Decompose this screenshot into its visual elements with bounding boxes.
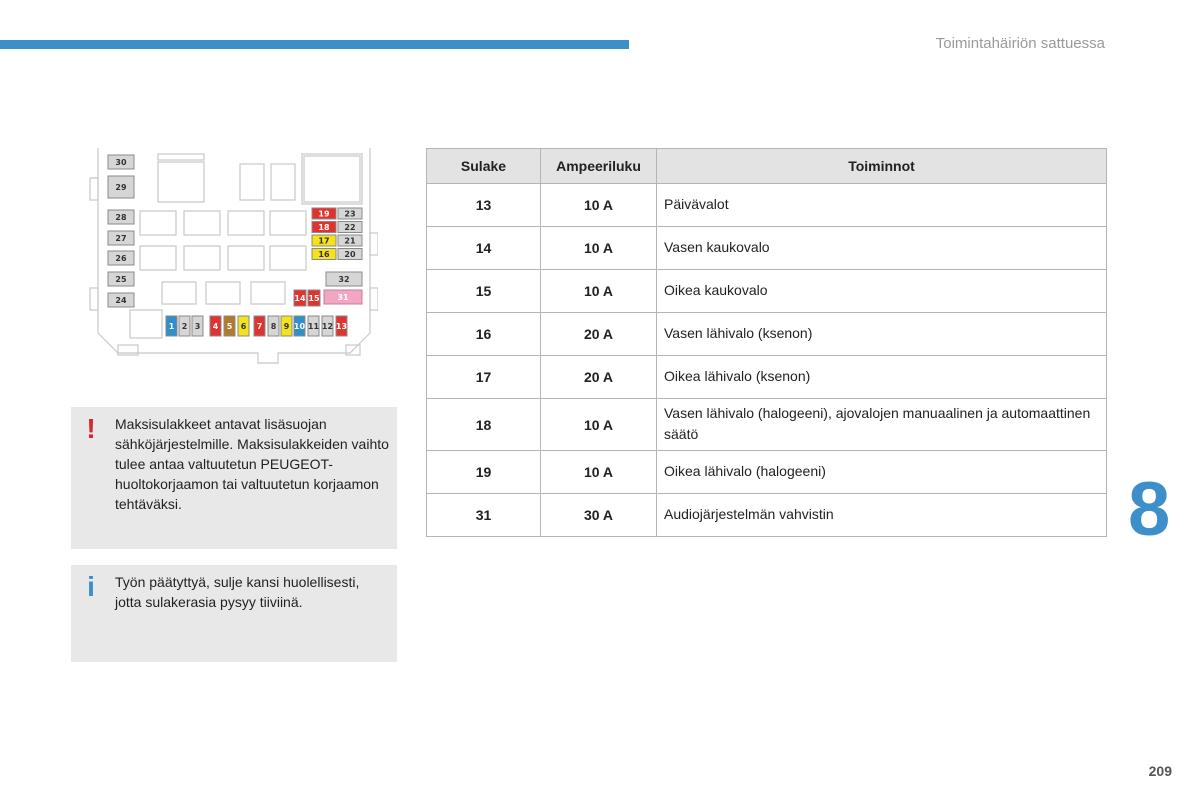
header-accent-bar (0, 40, 629, 49)
fuse-label-18: 18 (318, 223, 330, 232)
fuse-label-13: 13 (335, 322, 348, 331)
table-row (427, 227, 1107, 270)
fuse-label-4: 4 (212, 322, 219, 331)
column-header-amperage: Ampeeriluku (541, 149, 657, 184)
info-note (71, 565, 397, 662)
exclamation-icon: ! (86, 413, 96, 444)
fuse-label-23: 23 (344, 209, 356, 219)
fuse-label-28: 28 (115, 213, 127, 222)
fuse-label-26: 26 (115, 254, 127, 263)
fuse-label-6: 6 (240, 322, 247, 331)
amperage-cell: 10 A (541, 399, 657, 451)
fuse-label-9: 9 (283, 322, 290, 331)
function-cell: Audiojärjestelmän vahvistin (657, 494, 1107, 537)
table-row (427, 494, 1107, 537)
fuse-label-20: 20 (344, 250, 356, 259)
function-cell: Vasen lähivalo (halogeeni), ajovalojen manuaalinen ja automaattinen säätö (657, 399, 1107, 451)
chapter-number: 8 (1128, 467, 1171, 552)
fuse-label-12: 12 (321, 322, 334, 331)
warning-note-text: Maksisulakkeet antavat lisäsuojan sähköjärjestelmille. Maksisulakkeiden vaihto tulee antaa valtuutetun PEUGEOT-huoltokorjaamon tai valtuutetun korjaamon tehtäväksi. (115, 416, 389, 512)
amperage-cell: 10 A (541, 227, 657, 270)
amperage-cell: 30 A (541, 494, 657, 537)
table-row (427, 270, 1107, 313)
table-row (427, 451, 1107, 494)
fuse-label-3: 3 (194, 322, 201, 331)
fuse-box-diagram (88, 148, 378, 370)
fuse-label-11: 11 (307, 322, 320, 331)
fuse-label-25: 25 (115, 275, 127, 284)
fuse-label-17: 17 (318, 236, 330, 246)
fuse-number-cell: 19 (427, 451, 541, 494)
column-header-fuse: Sulake (427, 149, 541, 184)
info-icon: i (87, 571, 95, 602)
fuse-label-2: 2 (181, 322, 188, 331)
table-row (427, 184, 1107, 227)
fuse-label-8: 8 (270, 322, 277, 331)
fuse-number-cell: 13 (427, 184, 541, 227)
fuse-number-cell: 16 (427, 313, 541, 356)
amperage-cell: 20 A (541, 313, 657, 356)
fuse-label-1: 1 (168, 322, 175, 331)
fuse-number-cell: 17 (427, 356, 541, 399)
function-cell: Vasen lähivalo (ksenon) (657, 313, 1107, 356)
function-cell: Vasen kaukovalo (657, 227, 1107, 270)
info-note-text: Työn päätyttyä, sulje kansi huolellisesti, jotta sulakerasia pysyy tiiviinä. (115, 574, 360, 610)
column-header-functions: Toiminnot (657, 149, 1107, 184)
fuse-label-24: 24 (115, 296, 127, 305)
section-title: Toimintahäiriön sattuessa (935, 35, 1105, 52)
amperage-cell: 20 A (541, 356, 657, 399)
amperage-cell: 10 A (541, 184, 657, 227)
fuse-label-30: 30 (115, 158, 127, 167)
fuse-label-21: 21 (344, 236, 356, 246)
fuse-label-16: 16 (318, 250, 330, 259)
fuse-label-14: 14 (294, 294, 306, 303)
fuse-label-7: 7 (256, 322, 263, 331)
fuse-label-22: 22 (344, 223, 356, 232)
fuse-label-29: 29 (115, 183, 127, 192)
amperage-cell: 10 A (541, 270, 657, 313)
table-row (427, 399, 1107, 451)
fuse-number-cell: 15 (427, 270, 541, 313)
table-row (427, 356, 1107, 399)
fuse-label-5: 5 (226, 322, 233, 331)
fuse-label-32: 32 (338, 275, 350, 284)
table-header-row (427, 149, 1107, 184)
fuse-label-19: 19 (318, 209, 330, 219)
fuse-number-cell: 31 (427, 494, 541, 537)
function-cell: Päivävalot (657, 184, 1107, 227)
fuse-label-31: 31 (337, 293, 349, 302)
fuse-number-cell: 18 (427, 399, 541, 451)
function-cell: Oikea kaukovalo (657, 270, 1107, 313)
amperage-cell: 10 A (541, 451, 657, 494)
function-cell: Oikea lähivalo (ksenon) (657, 356, 1107, 399)
fuse-number-cell: 14 (427, 227, 541, 270)
fuse-label-27: 27 (115, 234, 127, 243)
function-cell: Oikea lähivalo (halogeeni) (657, 451, 1107, 494)
warning-note (71, 407, 397, 549)
page-number: 209 (1148, 763, 1172, 779)
fuse-label-15: 15 (308, 294, 320, 303)
fuse-table (426, 148, 1107, 537)
fuse-label-10: 10 (293, 322, 306, 331)
table-row (427, 313, 1107, 356)
